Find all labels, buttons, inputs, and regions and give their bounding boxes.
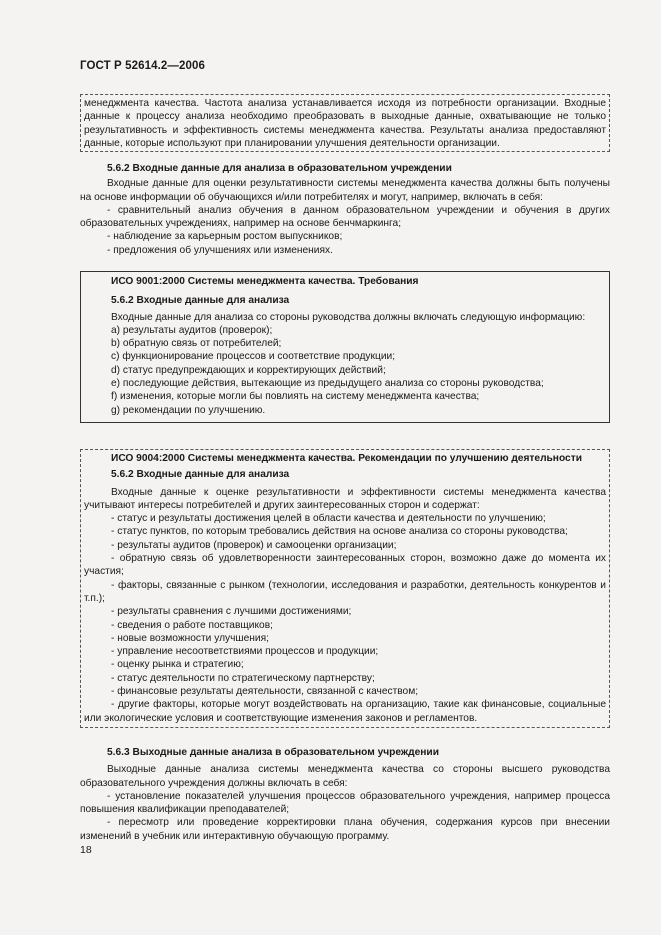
iso9001-heading: 5.6.2 Входные данные для анализа	[111, 295, 290, 307]
section-5-6-2	[80, 160, 610, 257]
list-item: - факторы, связанные с рынком (технологии, исследования и разработки, деятельность конкурентов и т.п.);	[84, 579, 606, 604]
list-item: - сравнительный анализ обучения в данном образовательном учреждении и обучения в других образовательных учреждениях, например на основе бенчмаркинга;	[80, 204, 610, 230]
list-item: e) последующие действия, вытекающие из предыдущего анализа со стороны руководства;	[111, 378, 544, 390]
list-item: - наблюдение за карьерным ростом выпускников;	[107, 231, 343, 243]
iso9004-box	[80, 449, 610, 728]
list-item: - сведения о работе поставщиков;	[111, 619, 273, 631]
iso9004-heading: 5.6.2 Входные данные для анализа	[111, 469, 290, 481]
list-item: b) обратную связь от потребителей;	[111, 338, 282, 350]
section-heading: 5.6.2 Входные данные для анализа в образовательном учреждении	[107, 163, 452, 174]
list-item: - установление показателей улучшения процессов образовательного учреждения, например процесса повышения квалификации преподавателей;	[80, 790, 610, 816]
list-item: - статус деятельности по стратегическому партнерству;	[111, 672, 375, 684]
list-item: - управление несоответствиями процессов и продукции;	[111, 646, 379, 658]
page-number: 18	[80, 844, 92, 856]
iso9004-intro: Входные данные к оценке результативности и эффективности системы менеджмента качества учитывают интересы потребителей и других заинтересованных сторон и содержат:	[84, 486, 606, 511]
list-item: d) статус предупреждающих и корректирующих действий;	[111, 364, 386, 376]
list-item: - обратную связь об удовлетворенности заинтересованных сторон, возможно даже до момента их участия;	[84, 553, 606, 578]
list-item: - результаты сравнения с лучшими достижениями;	[111, 606, 352, 618]
iso9001-intro: Входные данные для анализа со стороны руководства должны включать следующую информацию:	[111, 311, 586, 323]
list-item: - предложения об улучшениях или изменениях.	[107, 244, 333, 256]
continuation-text: менеджмента качества. Частота анализа устанавливается исходя из потребности организации. Входные данные к процессу анализа необходимо преобразовать в выходные данные, охватывающие не только результативность и эффективность системы менеджмента качества. Результаты анализа предоставляют данные, которые используют при планировании улучшения деятельности организации.	[84, 98, 606, 149]
list-item: - результаты аудитов (проверок) и самооценки организации;	[111, 539, 397, 551]
continuation-box	[80, 94, 610, 152]
list-item: - оценку рынка и стратегию;	[111, 659, 244, 671]
iso9004-title: ИСО 9004:2000 Системы менеджмента качества. Рекомендации по улучшению деятельности	[111, 453, 582, 464]
section-intro: Входные данные для оценки результативности системы менеджмента качества должны быть получены на основе информации об обучающихся и/или потребителях и могут, например, включать в себя:	[80, 178, 610, 203]
list-item: - другие факторы, которые могут воздействовать на организацию, такие как финансовые, социальные или экологические условия и соответствующие изменения законов и регламентов.	[84, 699, 606, 724]
iso9001-title: ИСО 9001:2000 Системы менеджмента качества. Требования	[111, 276, 419, 287]
document-header: ГОСТ Р 52614.2—2006	[80, 60, 205, 72]
list-item: - финансовые результаты деятельности, связанной с качеством;	[111, 686, 419, 698]
list-item: f) изменения, которые могли бы повлиять на систему менеджмента качества;	[111, 391, 480, 403]
iso9001-box	[80, 271, 610, 423]
list-item: - новые возможности улучшения;	[111, 632, 269, 644]
list-item: - статус пунктов, по которым требовались действия на основе анализа со стороны руководства;	[111, 526, 568, 538]
list-item: g) рекомендации по улучшению.	[111, 404, 266, 416]
section-5-6-3	[80, 744, 610, 843]
section-intro: Выходные данные анализа системы менеджмента качества со стороны высшего руководства образовательного учреждения должны включать в себя:	[80, 764, 610, 789]
list-item: - статус и результаты достижения целей в области качества и деятельности по улучшению;	[111, 513, 546, 525]
list-item: c) функционирование процессов и соответствие продукции;	[111, 351, 396, 363]
section-heading: 5.6.3 Выходные данные анализа в образовательном учреждении	[107, 747, 439, 758]
list-item: a) результаты аудитов (проверок);	[111, 324, 273, 336]
list-item: - пересмотр или проведение корректировки плана обучения, содержания курсов при внесении изменений в учебник или интерактивную обучающую программу.	[80, 817, 610, 842]
